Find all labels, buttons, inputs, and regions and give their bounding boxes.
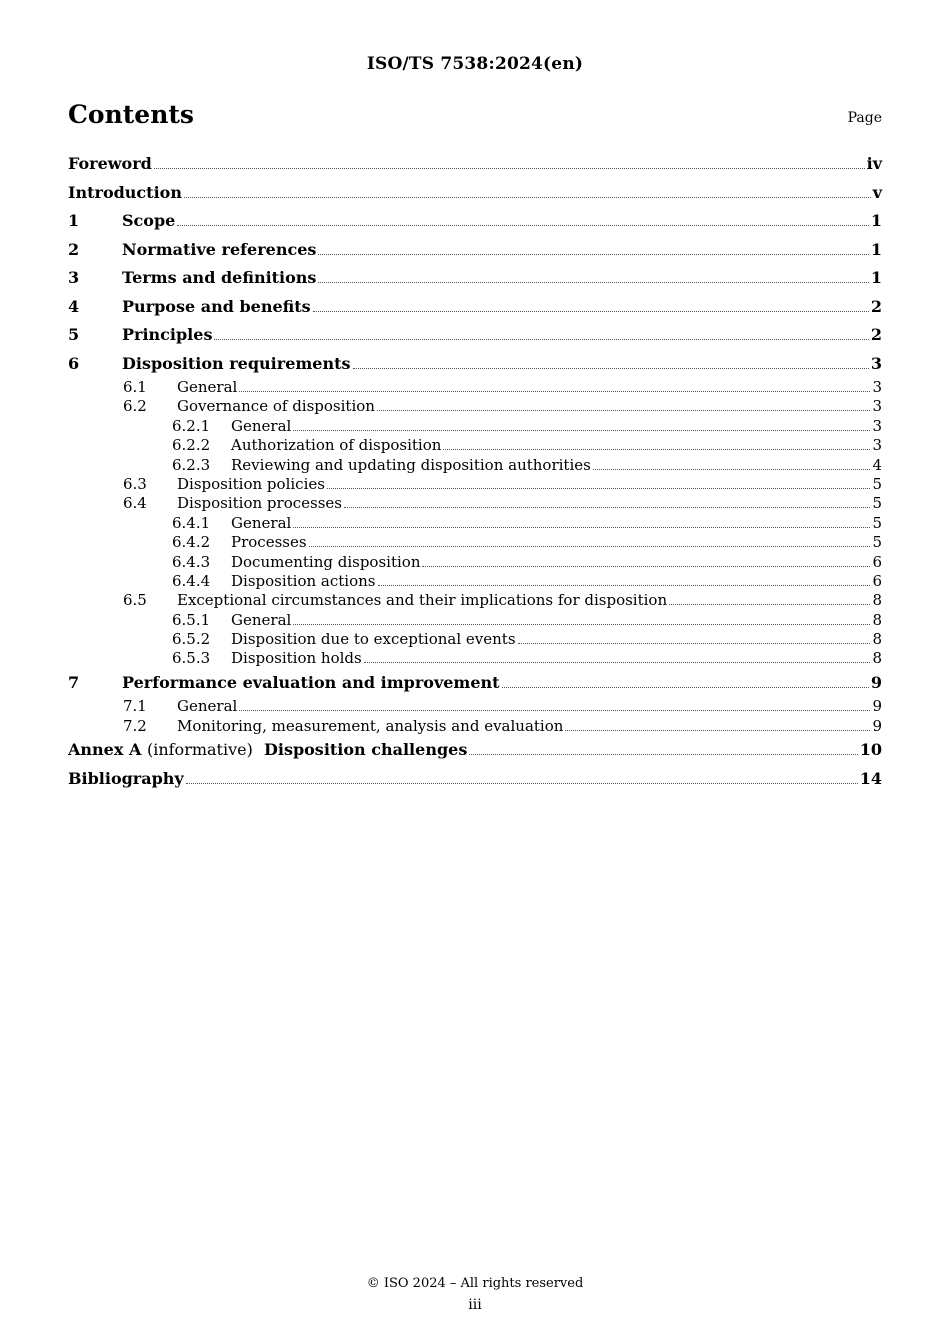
toc-entry-number: 1 bbox=[68, 211, 80, 230]
toc-entry-number: 6.4.4 bbox=[172, 571, 211, 590]
toc-entry-number: 6.2 bbox=[123, 397, 147, 416]
toc-entry[interactable] bbox=[68, 179, 882, 208]
leader-dots bbox=[377, 409, 871, 411]
leader-dots bbox=[154, 167, 865, 169]
leader-dots bbox=[184, 196, 871, 198]
toc-entry-label: Disposition requirements bbox=[122, 353, 351, 373]
toc-entry-annex-a[interactable] bbox=[68, 736, 882, 765]
toc-entry-label: Disposition due to exceptional events bbox=[231, 630, 516, 649]
page-number: iii bbox=[468, 1297, 482, 1313]
leader-dots bbox=[422, 565, 870, 567]
toc-entry-number: 6.5.2 bbox=[172, 630, 211, 649]
leader-dots bbox=[309, 545, 871, 547]
toc-page-number: 5 bbox=[872, 513, 882, 532]
toc-entry[interactable] bbox=[68, 321, 882, 350]
toc-page-number: 3 bbox=[872, 416, 882, 435]
toc-page-number: 9 bbox=[870, 672, 882, 692]
toc-entry-label: Exceptional circumstances and their implications for disposition bbox=[177, 591, 668, 610]
toc-entry[interactable] bbox=[68, 456, 882, 475]
toc-page-number: 5 bbox=[872, 533, 882, 552]
toc-entry-number: 6.5.1 bbox=[172, 610, 211, 629]
toc-entry-label: Disposition processes bbox=[177, 494, 342, 513]
toc-entry-bibliography[interactable] bbox=[68, 765, 882, 794]
leader-dots bbox=[565, 729, 870, 731]
toc-entry[interactable] bbox=[68, 669, 882, 698]
toc-entry-label: Monitoring, measurement, analysis and evaluation bbox=[177, 716, 564, 735]
toc-entry[interactable] bbox=[68, 436, 882, 455]
toc-entry-number: 3 bbox=[68, 268, 80, 287]
annex-type: (informative) bbox=[146, 740, 253, 760]
toc-entry[interactable] bbox=[68, 475, 882, 494]
toc-entry[interactable] bbox=[68, 572, 882, 591]
toc-entry-number: 6.5.3 bbox=[172, 649, 211, 668]
toc-entry-number: 5 bbox=[68, 325, 80, 344]
toc-page-number: 5 bbox=[872, 474, 882, 493]
toc-entry-label: Processes bbox=[231, 533, 307, 552]
annex-title: Disposition challenges bbox=[263, 740, 468, 760]
toc-entry-number: 6.3 bbox=[123, 474, 147, 493]
toc-page-number: 8 bbox=[872, 649, 882, 668]
leader-dots bbox=[344, 506, 870, 508]
toc-entry[interactable] bbox=[68, 553, 882, 572]
toc-entry-label: General bbox=[177, 378, 238, 396]
toc-entry[interactable] bbox=[68, 417, 882, 436]
toc-entry-label: Terms and definitions bbox=[122, 268, 317, 287]
toc-entry-number: 6.2.3 bbox=[172, 455, 211, 474]
toc-entry-label: General bbox=[231, 416, 292, 435]
leader-dots bbox=[364, 661, 871, 663]
leader-dots bbox=[239, 390, 870, 392]
leader-dots bbox=[669, 603, 870, 605]
toc-page-number: 8 bbox=[872, 630, 882, 649]
toc-page-number: 6 bbox=[872, 571, 882, 590]
toc-page-number: 8 bbox=[872, 591, 882, 610]
toc-entry[interactable] bbox=[68, 293, 882, 322]
toc-page-number: 9 bbox=[872, 697, 882, 716]
leader-dots bbox=[293, 623, 870, 625]
leader-dots bbox=[186, 782, 858, 784]
annex-prefix: Annex A bbox=[68, 740, 142, 760]
toc-entry-label: Disposition policies bbox=[177, 474, 325, 493]
toc-entry-label: Introduction bbox=[68, 182, 182, 202]
toc-page-number: 3 bbox=[872, 378, 882, 396]
leader-dots bbox=[318, 281, 868, 283]
toc-entry-number: 6.2.2 bbox=[172, 436, 211, 455]
leader-dots bbox=[443, 448, 870, 450]
toc-entry[interactable] bbox=[68, 350, 882, 379]
toc-entry[interactable] bbox=[68, 378, 882, 397]
toc-entry-number: 6.4.1 bbox=[172, 513, 211, 532]
leader-dots bbox=[327, 487, 871, 489]
toc-entry-number: 6.1 bbox=[123, 378, 147, 396]
leader-dots bbox=[293, 429, 870, 431]
toc-entry-label: Disposition holds bbox=[231, 649, 362, 668]
leader-dots bbox=[378, 584, 871, 586]
toc-entry[interactable] bbox=[68, 264, 882, 293]
toc-page-number: 3 bbox=[872, 397, 882, 416]
toc-entry-label: Bibliography bbox=[68, 768, 184, 788]
toc-entry[interactable] bbox=[68, 397, 882, 416]
toc-entry[interactable] bbox=[68, 630, 882, 649]
toc-entry[interactable] bbox=[68, 611, 882, 630]
leader-dots bbox=[239, 709, 870, 711]
toc-entry-number: 7.1 bbox=[123, 697, 147, 716]
toc-entry-label: Authorization of disposition bbox=[231, 436, 442, 455]
table-of-contents bbox=[68, 150, 882, 793]
toc-entry[interactable] bbox=[68, 150, 882, 179]
toc-entry-label: Performance evaluation and improvement bbox=[122, 672, 500, 692]
leader-dots bbox=[293, 526, 870, 528]
toc-entry[interactable] bbox=[68, 649, 882, 668]
toc-entry-number: 7.2 bbox=[123, 716, 147, 735]
toc-entry-label: General bbox=[177, 697, 238, 716]
leader-dots bbox=[177, 224, 869, 226]
toc-page-number: 6 bbox=[872, 552, 882, 571]
toc-entry-number: 7 bbox=[68, 672, 80, 692]
leader-dots bbox=[593, 468, 871, 470]
toc-page-number: 3 bbox=[870, 353, 882, 373]
copyright-footer: © ISO 2024 – All rights reserved bbox=[366, 1276, 584, 1291]
leader-dots bbox=[214, 338, 868, 340]
toc-entry[interactable] bbox=[68, 533, 882, 552]
toc-entry[interactable] bbox=[68, 591, 882, 610]
toc-page-number: 1 bbox=[870, 211, 882, 230]
toc-entry-label: General bbox=[231, 610, 292, 629]
toc-page-number: 14 bbox=[859, 768, 882, 788]
toc-entry-number: 4 bbox=[68, 296, 80, 316]
toc-page-number: 5 bbox=[872, 494, 882, 513]
toc-entry-label: Scope bbox=[122, 211, 176, 230]
toc-entry-number: 6.4.2 bbox=[172, 533, 211, 552]
toc-page-number: 8 bbox=[872, 610, 882, 629]
toc-entry[interactable] bbox=[68, 697, 882, 716]
leader-dots bbox=[318, 253, 868, 255]
toc-page-number: iv bbox=[866, 154, 882, 173]
toc-entry-number: 6.5 bbox=[123, 591, 147, 610]
toc-entry-number: 6.4 bbox=[123, 494, 147, 513]
toc-entry-label: Disposition actions bbox=[231, 571, 376, 590]
toc-entry-number: 6 bbox=[68, 353, 80, 373]
toc-entry-number: 6.2.1 bbox=[172, 416, 211, 435]
leader-dots bbox=[469, 753, 857, 755]
toc-entry-label: General bbox=[231, 513, 292, 532]
toc-page-number: 1 bbox=[870, 239, 882, 259]
toc-page-number: 9 bbox=[872, 716, 882, 735]
toc-entry[interactable] bbox=[68, 514, 882, 533]
toc-page-number: 3 bbox=[872, 436, 882, 455]
toc-entry[interactable] bbox=[68, 494, 882, 513]
leader-dots bbox=[313, 310, 869, 312]
toc-entry-label: Reviewing and updating disposition authorities bbox=[231, 455, 591, 474]
page-column-label: Page bbox=[847, 110, 882, 126]
toc-entry-label: Purpose and benefits bbox=[122, 296, 311, 316]
toc-entry[interactable] bbox=[68, 207, 882, 236]
toc-page-number: 4 bbox=[872, 455, 882, 474]
toc-entry[interactable] bbox=[68, 717, 882, 736]
document-id-header: ISO/TS 7538:2024(en) bbox=[366, 54, 584, 74]
leader-dots bbox=[518, 642, 871, 644]
toc-page-number: v bbox=[872, 182, 882, 202]
toc-page-number: 2 bbox=[870, 325, 882, 344]
toc-page-number: 2 bbox=[870, 296, 882, 316]
toc-page-number: 1 bbox=[870, 268, 882, 287]
toc-entry-label: Governance of disposition bbox=[177, 397, 375, 416]
toc-entry[interactable] bbox=[68, 236, 882, 265]
leader-dots bbox=[502, 686, 869, 688]
toc-page-number: 10 bbox=[859, 740, 882, 760]
contents-title: Contents bbox=[68, 100, 195, 129]
toc-entry-number: 2 bbox=[68, 239, 80, 259]
toc-entry-label: Normative references bbox=[122, 239, 317, 259]
toc-entry-label: Principles bbox=[122, 325, 213, 344]
toc-entry-label: Foreword bbox=[68, 154, 152, 173]
leader-dots bbox=[353, 367, 869, 369]
toc-entry-label: Documenting disposition bbox=[231, 552, 421, 571]
toc-entry-number: 6.4.3 bbox=[172, 552, 211, 571]
